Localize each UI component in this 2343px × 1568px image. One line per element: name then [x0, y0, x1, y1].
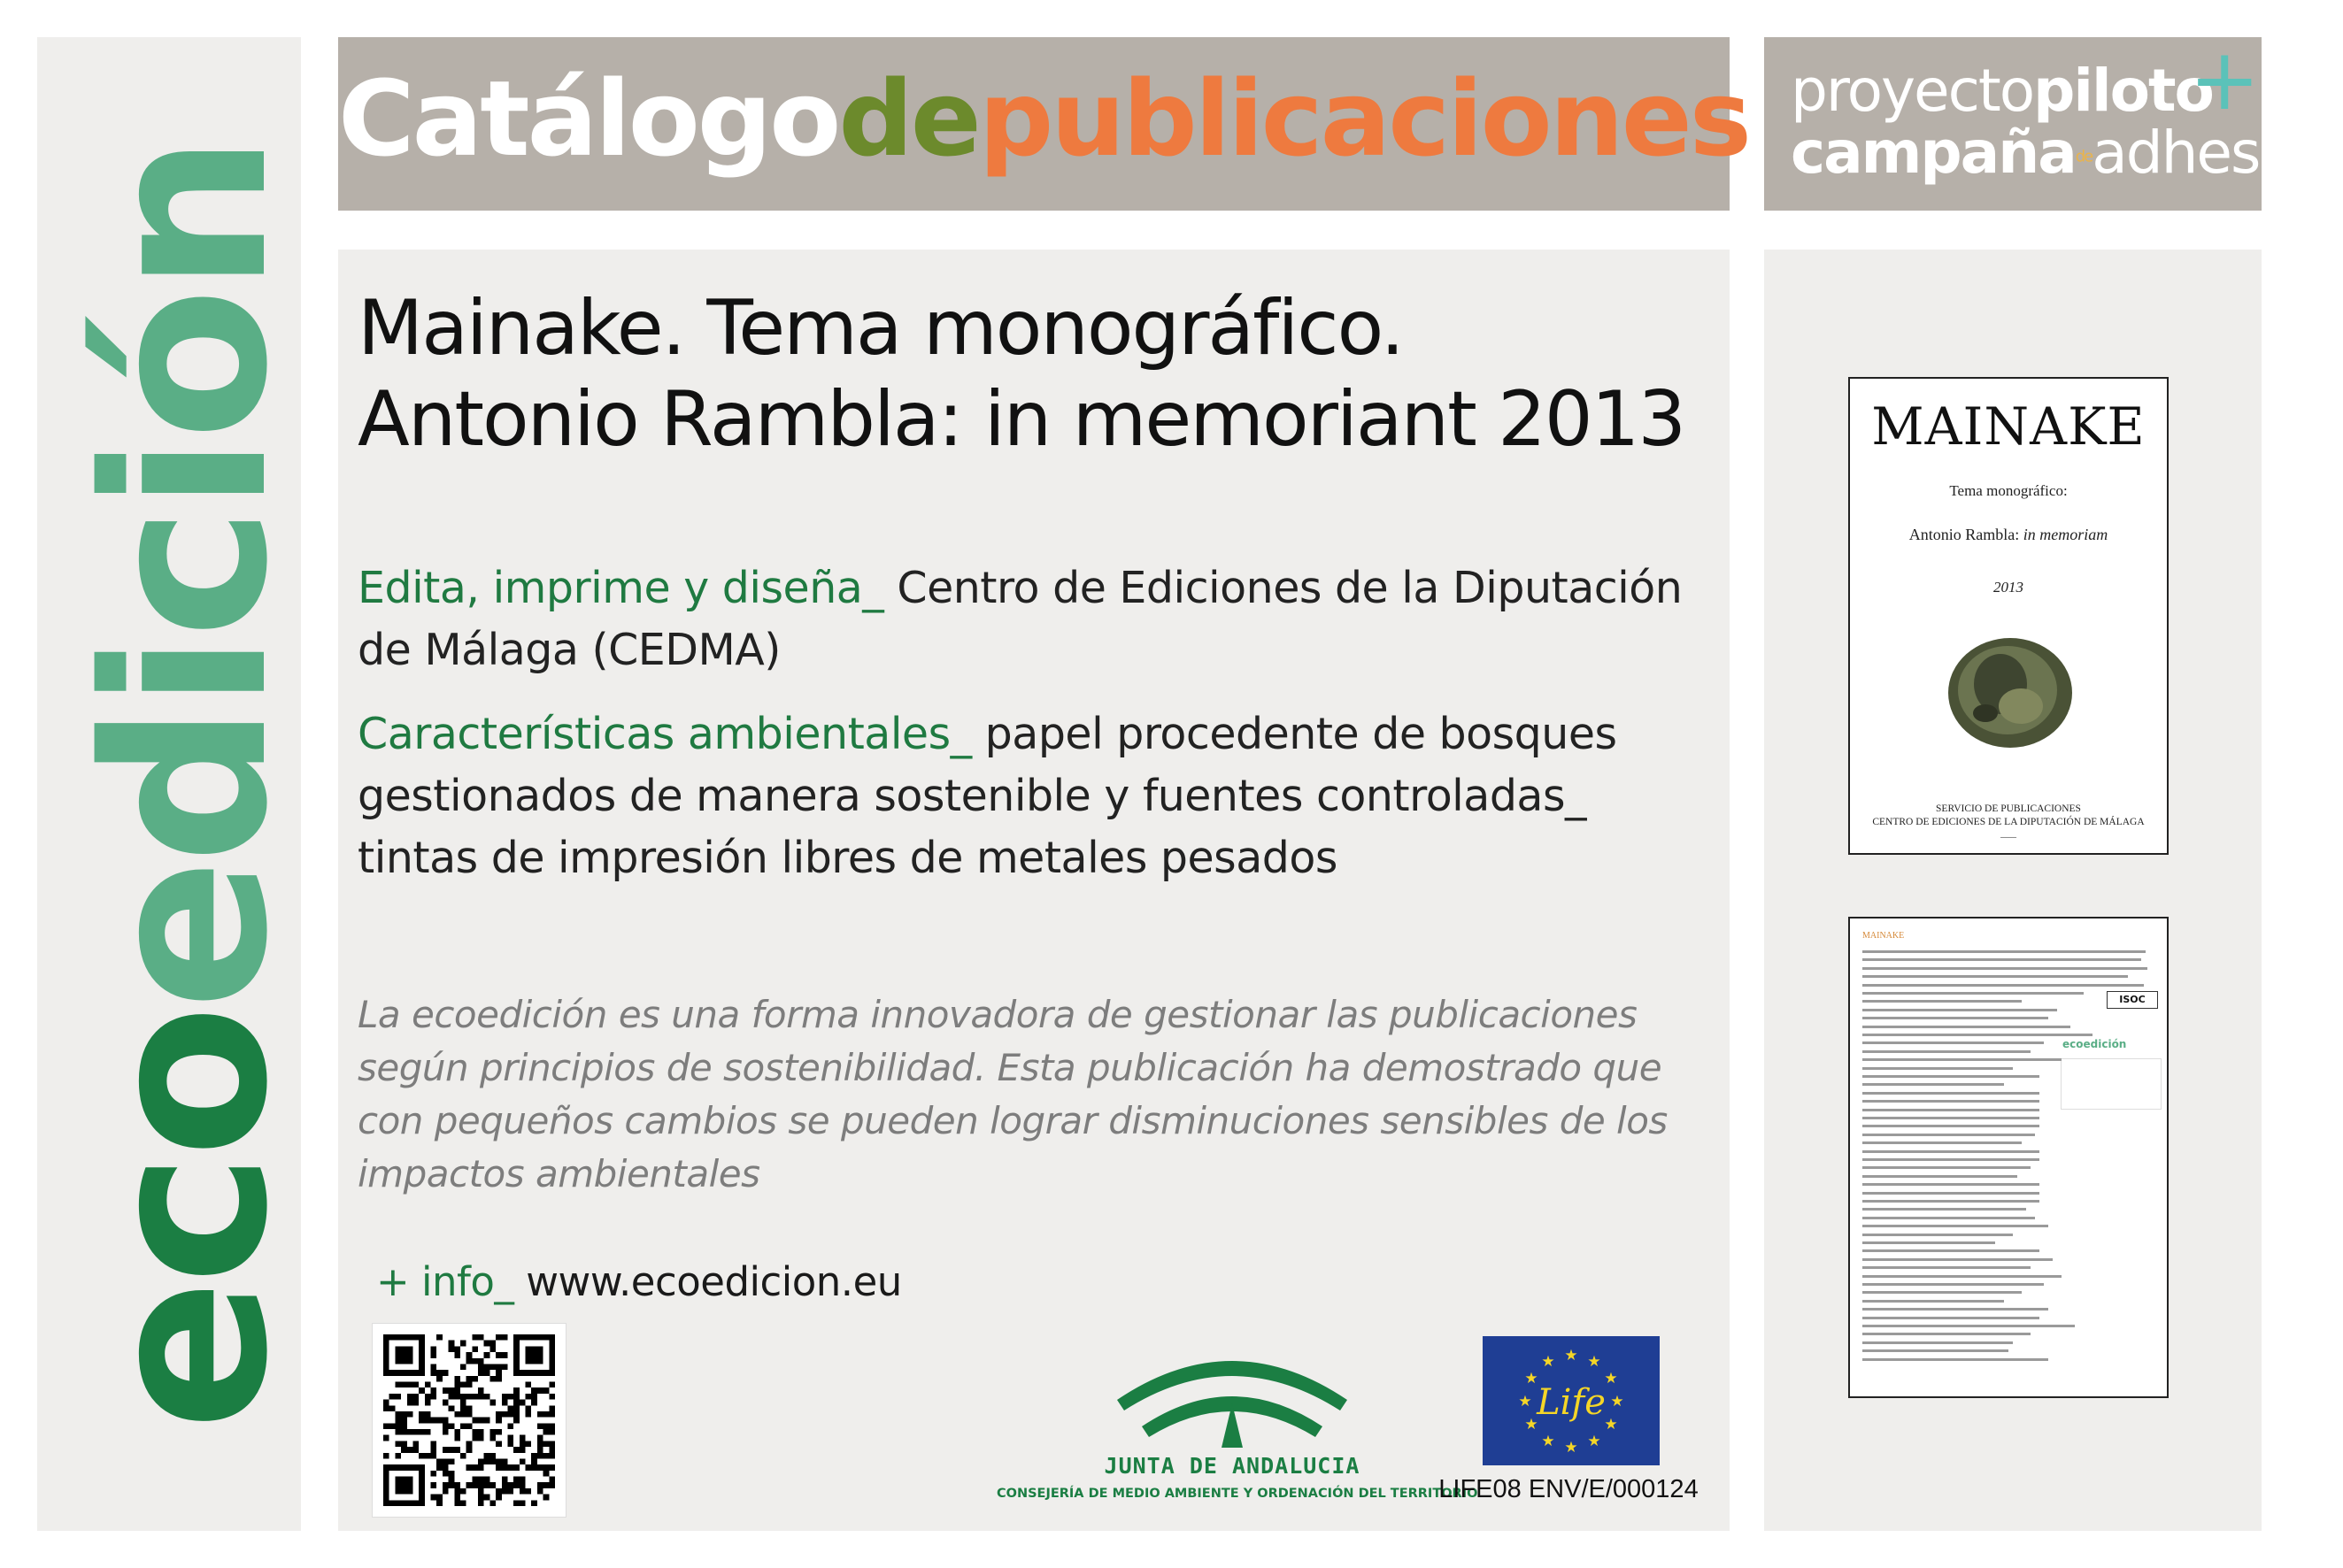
ecoedicion-intro: La ecoedición es una forma innovadora de gestionar las publicaciones según principios de sostenibilidad. Esta publicación ha demostrado que con pequeños cambios se pueden lograr disminuciones sensibles de los impactos ambientales	[358, 993, 1668, 1195]
adhesion-word: adhesión	[2092, 119, 2343, 187]
back-cover-text-line	[1862, 992, 2084, 995]
cover-name-plain: Antonio Rambla:	[1908, 526, 2023, 543]
back-cover-text-line	[1862, 1349, 2008, 1352]
qr-code-box[interactable]	[372, 1323, 566, 1518]
qr-code-icon	[383, 1334, 555, 1506]
cover-name-italic: in memoriam	[2023, 526, 2108, 543]
back-cover-text-line	[1862, 1034, 2093, 1036]
back-cover-text-line	[1862, 1208, 2026, 1211]
publication-title-line2: Antonio Rambla: in memoriant 2013	[358, 375, 1685, 465]
left-brand-panel	[37, 37, 317, 1531]
eu-star-icon: ★	[1518, 1393, 1532, 1410]
caracteristicas-value: papel procedente de bosques gestionados de manera sostenible y fuentes controladas_ tintas de impresión libres de metales pesados	[358, 709, 1617, 883]
de-word: de	[2075, 147, 2093, 166]
back-cover-text-line	[1862, 1058, 2062, 1061]
back-cover-text-line	[1862, 1100, 2039, 1103]
back-cover-text-line	[1862, 1300, 2004, 1303]
cover-title: MAINAKE	[1871, 396, 2146, 457]
back-cover-text-line	[1862, 967, 2147, 970]
back-cover-text-line	[1862, 1241, 1995, 1244]
back-cover-text-line	[1862, 1249, 2039, 1252]
info-label: + info_	[376, 1258, 514, 1305]
eu-star-icon: ★	[1587, 1433, 1601, 1451]
back-cover-label-box	[2061, 1058, 2162, 1110]
isoc-badge: ISOC	[2107, 991, 2158, 1009]
back-cover-text-line	[1862, 1275, 2062, 1278]
back-cover-text-line	[1862, 1150, 2039, 1153]
vertical-brand-logo	[58, 139, 317, 1431]
back-cover-text-line	[1862, 1009, 2057, 1011]
info-line	[376, 1258, 902, 1305]
cover-subtitle: Tema monográfico:	[1949, 482, 2068, 499]
back-cover-text-line	[1862, 1083, 2004, 1086]
eu-star-icon: ★	[1541, 1433, 1555, 1451]
back-cover-text-line	[1862, 1000, 2022, 1003]
title-de: de	[838, 58, 979, 180]
plus-icon: +	[2189, 30, 2261, 129]
back-cover-text-line	[1862, 1325, 2075, 1327]
back-cover-text-line	[1862, 1041, 2044, 1044]
back-cover-text-line	[1862, 1109, 2039, 1111]
back-cover-text-line	[1862, 1141, 2022, 1144]
campana-word: campaña	[1791, 119, 2076, 187]
back-cover-text-line	[1862, 1026, 2070, 1028]
edita-paragraph	[358, 557, 1685, 681]
coin-image	[1946, 635, 2075, 750]
eu-star-icon: ★	[1524, 1416, 1538, 1433]
front-cover-thumbnail[interactable]	[1848, 377, 2169, 855]
back-cover-text-line	[1862, 1341, 2013, 1344]
junta-name: JUNTA DE ANDALUCIA	[1104, 1453, 1360, 1479]
title-catalogo: Catálogo	[338, 58, 839, 180]
cover-publisher-line1: SERVICIO DE PUBLICACIONES	[1936, 803, 2081, 814]
back-cover-text-line	[1862, 1200, 2039, 1203]
back-cover-ecoedicion-logo: ecoedición	[2062, 1038, 2127, 1050]
campana-adhesion	[1791, 119, 2343, 187]
back-cover-text-line	[1862, 1266, 2031, 1269]
back-cover-text-line	[1862, 1217, 2035, 1219]
eu-star-icon: ★	[1564, 1439, 1578, 1457]
eu-star-icon: ★	[1604, 1416, 1618, 1433]
back-cover-thumbnail[interactable]	[1848, 917, 2169, 1398]
back-cover-text-line	[1862, 975, 2128, 978]
publication-title	[358, 283, 1721, 465]
cover-publisher-line2: CENTRO DE EDICIONES DE LA DIPUTACIÓN DE MÁLAGA	[1872, 817, 2145, 827]
piloto-word: piloto	[2033, 57, 2213, 125]
publication-title-line1: Mainake. Tema monográfico.	[358, 284, 1404, 373]
cover-year: 2013	[1993, 579, 2023, 596]
cover-preview-panel	[1764, 250, 2262, 1531]
back-cover-text-line	[1862, 958, 2141, 961]
edita-label: Edita, imprime y diseña_	[358, 563, 884, 613]
caracteristicas-label: Características ambientales_	[358, 709, 972, 759]
life-code: LIFE08 ENV/E/000124	[1438, 1475, 1699, 1503]
eu-star-icon: ★	[1610, 1393, 1624, 1410]
back-cover-text-line	[1862, 1283, 2044, 1286]
eu-star-icon: ★	[1541, 1352, 1555, 1371]
back-cover-text-line	[1862, 1234, 2013, 1236]
info-link[interactable]: www.ecoedicion.eu	[513, 1258, 902, 1305]
back-cover-text-line	[1862, 1333, 2031, 1335]
back-cover-text-line	[1862, 950, 2146, 953]
life-word: Life	[1537, 1382, 1606, 1423]
back-cover-text-line	[1862, 1225, 2048, 1227]
eu-star-icon: ★	[1587, 1352, 1601, 1371]
back-cover-text-line	[1862, 1166, 2031, 1169]
cover-isbn-mark: ━━━━━━	[2000, 835, 2017, 841]
back-cover-text-line	[1862, 1317, 2039, 1319]
title-publicaciones: publicaciones	[978, 58, 1749, 180]
back-cover-text-line	[1862, 1308, 2048, 1311]
cover-name	[1850, 526, 2167, 544]
back-cover-text-line	[1862, 1192, 2039, 1195]
back-cover-text-line	[1862, 984, 2144, 987]
back-cover-text-line	[1862, 1291, 2022, 1294]
brand-edicion: edición	[58, 139, 317, 1011]
junta-department: CONSEJERÍA DE MEDIO AMBIENTE Y ORDENACIÓN DEL TERRITORIO	[997, 1487, 1478, 1501]
back-cover-text-line	[1862, 1017, 2048, 1019]
eu-star-icon: ★	[1604, 1370, 1618, 1387]
back-cover-text-line	[1862, 1134, 2035, 1136]
brand-eco: eco	[58, 1010, 317, 1431]
back-cover-heading: MAINAKE	[1862, 931, 1905, 941]
back-cover-text-line	[1862, 1067, 2013, 1070]
publication-panel	[338, 250, 1730, 1531]
eu-star-icon: ★	[1524, 1370, 1538, 1387]
back-cover-text-line	[1862, 1050, 2031, 1053]
back-cover-text-line	[1862, 1125, 2039, 1127]
eu-star-icon: ★	[1564, 1347, 1578, 1364]
proyecto-piloto	[1791, 57, 2213, 125]
project-header	[1764, 30, 2343, 211]
back-cover-text-line	[1862, 1117, 2039, 1119]
catalog-title	[338, 58, 1749, 180]
back-cover-text-line	[1862, 1075, 2039, 1078]
back-cover-text-line	[1862, 1358, 2048, 1361]
proyecto-word: proyecto	[1791, 57, 2034, 125]
back-cover-text-line	[1862, 1175, 2017, 1178]
caracteristicas-paragraph	[358, 703, 1685, 889]
back-cover-text-line	[1862, 1258, 2053, 1261]
back-cover-text-line	[1862, 1183, 2039, 1186]
eu-life-logo	[1483, 1336, 1660, 1465]
back-cover-text-line	[1862, 1092, 2039, 1095]
edita-value: Centro de Ediciones de la Diputación de Málaga (CEDMA)	[358, 563, 1683, 675]
catalog-header	[338, 37, 1749, 211]
back-cover-text-line	[1862, 1158, 2039, 1161]
